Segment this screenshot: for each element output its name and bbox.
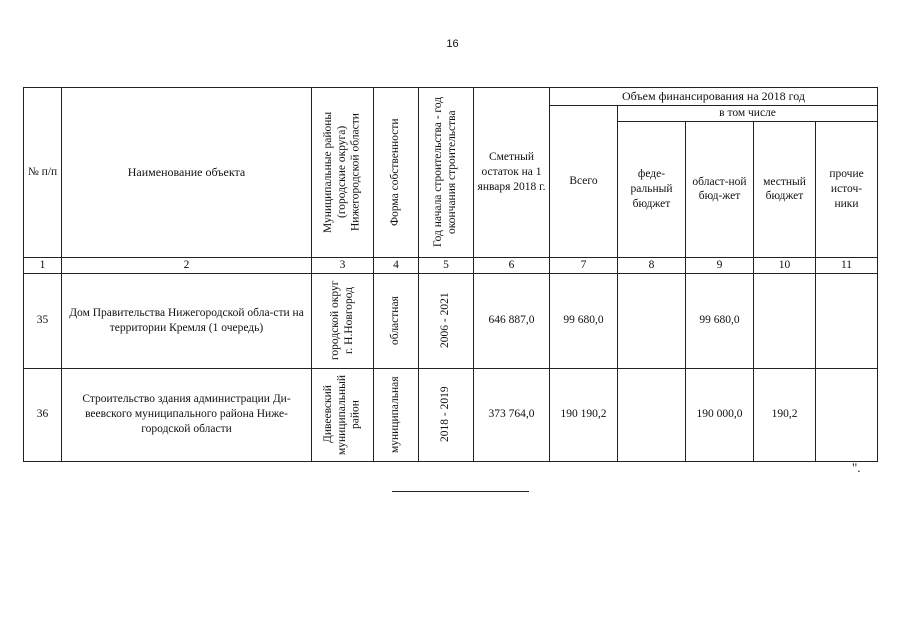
footnote-separator bbox=[392, 491, 529, 492]
column-number: 5 bbox=[419, 257, 474, 273]
row-regional: 190 000,0 bbox=[686, 368, 754, 461]
row-regional: 99 680,0 bbox=[686, 273, 754, 368]
row-other bbox=[816, 273, 878, 368]
row-district: городской округ г. Н.Новгород bbox=[312, 273, 374, 368]
header-volume: Объем финансирования на 2018 год bbox=[550, 88, 878, 106]
column-number: 1 bbox=[24, 257, 62, 273]
row-name: Дом Правительства Нижегородской обла-сти на территории Кремля (1 очередь) bbox=[62, 273, 312, 368]
row-ownership: муниципальная bbox=[374, 368, 419, 461]
row-federal bbox=[618, 368, 686, 461]
header-local: местный бюджет bbox=[754, 121, 816, 257]
header-name: Наименование объекта bbox=[62, 88, 312, 258]
row-total: 99 680,0 bbox=[550, 273, 618, 368]
column-number: 7 bbox=[550, 257, 618, 273]
header-num: № п/п bbox=[24, 88, 62, 258]
closing-quote-mark: ". bbox=[852, 460, 861, 475]
header-including: в том числе bbox=[618, 106, 878, 122]
header-years: Год начала строительства - год окончания строительства bbox=[419, 88, 474, 258]
row-years: 2006 - 2021 bbox=[419, 273, 474, 368]
row-num: 35 bbox=[24, 273, 62, 368]
column-number: 6 bbox=[474, 257, 550, 273]
column-number: 10 bbox=[754, 257, 816, 273]
column-number: 2 bbox=[62, 257, 312, 273]
header-remaining: Сметный остаток на 1 января 2018 г. bbox=[474, 88, 550, 258]
row-district: Дивеевский муниципальный район bbox=[312, 368, 374, 461]
row-ownership: областная bbox=[374, 273, 419, 368]
row-name: Строительство здания администрации Ди-веевского муниципального района Ниже-городской области bbox=[62, 368, 312, 461]
column-number: 9 bbox=[686, 257, 754, 273]
header-ownership: Форма собственности bbox=[374, 88, 419, 258]
column-number: 11 bbox=[816, 257, 878, 273]
column-number: 8 bbox=[618, 257, 686, 273]
header-district: Муниципальные районы (городские округа) Нижегородской области bbox=[312, 88, 374, 258]
header-total: Всего bbox=[550, 106, 618, 258]
row-local: 190,2 bbox=[754, 368, 816, 461]
column-number-row bbox=[24, 257, 878, 273]
header-regional: област-ной бюд-жет bbox=[686, 121, 754, 257]
header-federal: феде-ральный бюджет bbox=[618, 121, 686, 257]
row-federal bbox=[618, 273, 686, 368]
table-row bbox=[24, 368, 878, 461]
row-total: 190 190,2 bbox=[550, 368, 618, 461]
column-number: 3 bbox=[312, 257, 374, 273]
financing-table bbox=[23, 87, 878, 462]
row-local bbox=[754, 273, 816, 368]
column-number: 4 bbox=[374, 257, 419, 273]
row-remaining: 646 887,0 bbox=[474, 273, 550, 368]
row-num: 36 bbox=[24, 368, 62, 461]
row-remaining: 373 764,0 bbox=[474, 368, 550, 461]
page-number: 16 bbox=[446, 38, 459, 50]
row-years: 2018 - 2019 bbox=[419, 368, 474, 461]
row-other bbox=[816, 368, 878, 461]
table-row bbox=[24, 273, 878, 368]
header-other: прочие источ-ники bbox=[816, 121, 878, 257]
